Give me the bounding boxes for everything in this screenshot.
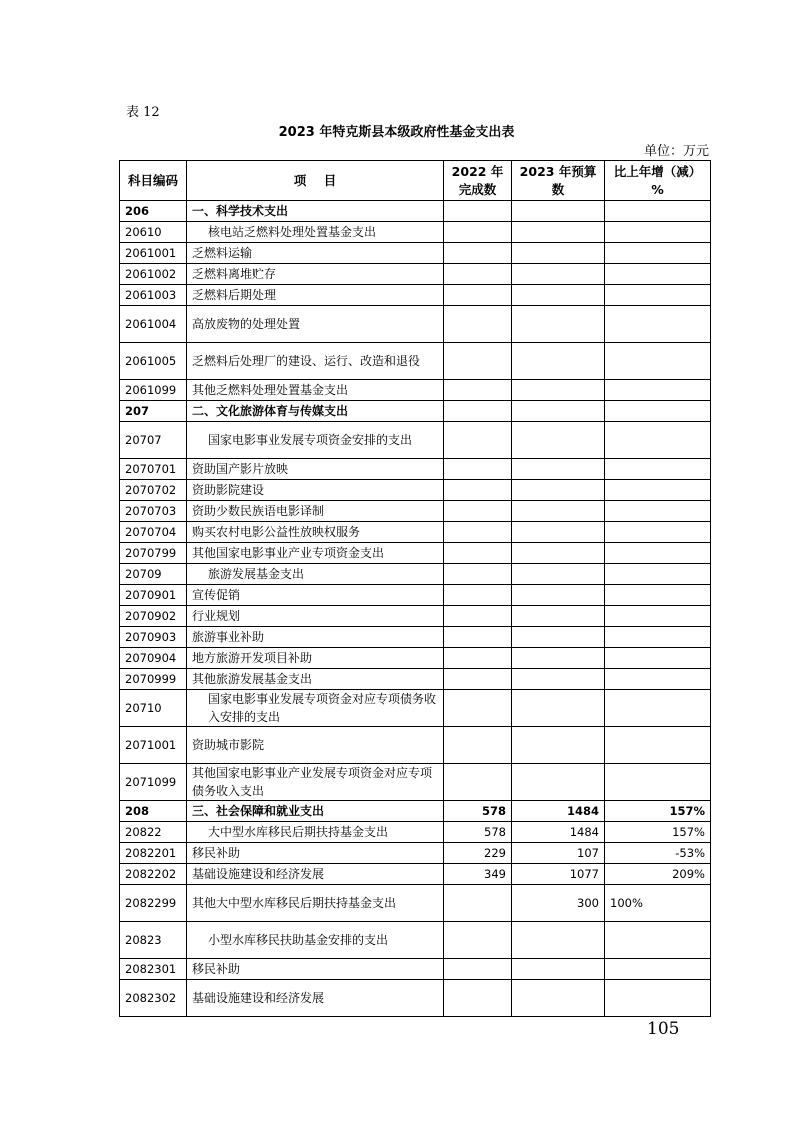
row-item: 乏燃料后期处理 <box>187 285 444 306</box>
row-change-pct <box>605 343 711 380</box>
row-2022-value <box>444 648 512 669</box>
row-2022-value: 349 <box>444 864 512 885</box>
row-item: 小型水库移民扶助基金安排的支出 <box>187 922 444 959</box>
row-2022-value <box>444 264 512 285</box>
row-change-pct <box>605 201 711 222</box>
row-2023-value <box>512 648 605 669</box>
row-change-pct <box>605 285 711 306</box>
row-code: 20822 <box>120 822 187 843</box>
row-2023-value <box>512 459 605 480</box>
row-code: 2070904 <box>120 648 187 669</box>
header-2023-budget: 2023 年预算数 <box>512 161 605 201</box>
row-2023-value <box>512 669 605 690</box>
table-row <box>120 306 711 343</box>
row-item: 国家电影事业发展专项资金对应专项债务收入安排的支出 <box>187 690 444 727</box>
row-2022-value: 578 <box>444 822 512 843</box>
row-change-pct: 157% <box>605 822 711 843</box>
row-code: 2071099 <box>120 764 187 801</box>
row-2022-value <box>444 585 512 606</box>
row-change-pct <box>605 401 711 422</box>
row-2022-value <box>444 222 512 243</box>
row-item: 乏燃料运输 <box>187 243 444 264</box>
table-row <box>120 401 711 422</box>
row-item: 核电站乏燃料处理处置基金支出 <box>187 222 444 243</box>
row-item: 资助影院建设 <box>187 480 444 501</box>
table-row <box>120 627 711 648</box>
table-row <box>120 959 711 980</box>
table-row <box>120 822 711 843</box>
fund-expenditure-table <box>119 160 711 1017</box>
row-2023-value <box>512 264 605 285</box>
table-row <box>120 648 711 669</box>
row-item: 国家电影事业发展专项资金安排的支出 <box>187 422 444 459</box>
row-2022-value <box>444 627 512 648</box>
row-code: 2082202 <box>120 864 187 885</box>
row-2023-value <box>512 606 605 627</box>
row-change-pct <box>605 380 711 401</box>
row-code: 2082201 <box>120 843 187 864</box>
table-row <box>120 501 711 522</box>
table-row <box>120 764 711 801</box>
row-item: 资助少数民族语电影译制 <box>187 501 444 522</box>
row-item: 其他大中型水库移民后期扶持基金支出 <box>187 885 444 922</box>
document-title: 2023 年特克斯县本级政府性基金支出表 <box>278 125 515 140</box>
row-code: 20707 <box>120 422 187 459</box>
row-2022-value <box>444 606 512 627</box>
row-2022-value <box>444 690 512 727</box>
table-row <box>120 922 711 959</box>
row-2022-value <box>444 459 512 480</box>
header-item: 项 目 <box>187 161 444 201</box>
unit-label: 单位：万元 <box>643 144 709 159</box>
row-change-pct <box>605 690 711 727</box>
row-2022-value <box>444 543 512 564</box>
row-2023-value <box>512 201 605 222</box>
row-change-pct <box>605 669 711 690</box>
row-item: 宣传促销 <box>187 585 444 606</box>
table-row <box>120 669 711 690</box>
row-change-pct <box>605 959 711 980</box>
table-row <box>120 201 711 222</box>
row-change-pct <box>605 980 711 1017</box>
row-item: 其他旅游发展基金支出 <box>187 669 444 690</box>
row-item: 基础设施建设和经济发展 <box>187 864 444 885</box>
row-item: 购买农村电影公益性放映权服务 <box>187 522 444 543</box>
row-change-pct <box>605 306 711 343</box>
row-code: 2082302 <box>120 980 187 1017</box>
row-2022-value <box>444 669 512 690</box>
row-2022-value <box>444 922 512 959</box>
row-2023-value <box>512 306 605 343</box>
row-code: 2070903 <box>120 627 187 648</box>
row-change-pct <box>605 459 711 480</box>
table-row <box>120 380 711 401</box>
row-2022-value <box>444 422 512 459</box>
row-item: 旅游事业补助 <box>187 627 444 648</box>
row-2022-value <box>444 306 512 343</box>
row-2023-value <box>512 222 605 243</box>
header-code: 科目编码 <box>120 161 187 201</box>
row-2022-value <box>444 764 512 801</box>
row-change-pct: 157% <box>605 801 711 822</box>
table-row <box>120 343 711 380</box>
row-2023-value <box>512 380 605 401</box>
table-row <box>120 801 711 822</box>
row-item: 移民补助 <box>187 843 444 864</box>
row-2023-value <box>512 959 605 980</box>
row-item: 三、社会保障和就业支出 <box>187 801 444 822</box>
row-2023-value <box>512 764 605 801</box>
header-change-pct: 比上年增（减）% <box>605 161 711 201</box>
table-row <box>120 522 711 543</box>
row-change-pct <box>605 564 711 585</box>
row-code: 2082301 <box>120 959 187 980</box>
row-change-pct <box>605 543 711 564</box>
row-item: 其他国家电影事业产业发展专项资金对应专项债务收入支出 <box>187 764 444 801</box>
row-code: 2061099 <box>120 380 187 401</box>
row-change-pct <box>605 606 711 627</box>
row-2022-value <box>444 522 512 543</box>
row-item: 旅游发展基金支出 <box>187 564 444 585</box>
row-2023-value <box>512 627 605 648</box>
row-2022-value <box>444 959 512 980</box>
row-code: 2061004 <box>120 306 187 343</box>
row-2022-value: 229 <box>444 843 512 864</box>
row-change-pct <box>605 480 711 501</box>
table-row <box>120 727 711 764</box>
table-row <box>120 285 711 306</box>
row-2023-value: 1484 <box>512 801 605 822</box>
row-change-pct <box>605 264 711 285</box>
row-item: 其他国家电影事业产业专项资金支出 <box>187 543 444 564</box>
row-change-pct: 100% <box>605 885 711 922</box>
row-change-pct <box>605 627 711 648</box>
row-item: 资助城市影院 <box>187 727 444 764</box>
row-code: 2071001 <box>120 727 187 764</box>
row-2023-value <box>512 501 605 522</box>
row-2022-value <box>444 501 512 522</box>
row-item: 资助国产影片放映 <box>187 459 444 480</box>
row-code: 207 <box>120 401 187 422</box>
row-code: 2070703 <box>120 501 187 522</box>
table-row <box>120 222 711 243</box>
row-change-pct <box>605 501 711 522</box>
row-2023-value <box>512 922 605 959</box>
row-2023-value <box>512 690 605 727</box>
row-code: 206 <box>120 201 187 222</box>
row-2023-value <box>512 543 605 564</box>
row-change-pct <box>605 727 711 764</box>
row-2022-value: 578 <box>444 801 512 822</box>
row-code: 2070902 <box>120 606 187 627</box>
row-2022-value <box>444 401 512 422</box>
row-item: 乏燃料离堆贮存 <box>187 264 444 285</box>
row-2023-value <box>512 243 605 264</box>
row-code: 2061001 <box>120 243 187 264</box>
row-code: 20610 <box>120 222 187 243</box>
table-row <box>120 459 711 480</box>
row-item: 二、文化旅游体育与传媒支出 <box>187 401 444 422</box>
table-row <box>120 864 711 885</box>
row-change-pct <box>605 585 711 606</box>
row-2022-value <box>444 243 512 264</box>
row-change-pct <box>605 922 711 959</box>
row-item: 行业规划 <box>187 606 444 627</box>
row-code: 20709 <box>120 564 187 585</box>
row-2022-value <box>444 380 512 401</box>
row-2023-value: 1077 <box>512 864 605 885</box>
table-row <box>120 585 711 606</box>
row-2023-value <box>512 480 605 501</box>
row-2023-value <box>512 980 605 1017</box>
row-code: 2061005 <box>120 343 187 380</box>
row-item: 乏燃料后处理厂的建设、运行、改造和退役 <box>187 343 444 380</box>
table-row <box>120 564 711 585</box>
table-row <box>120 264 711 285</box>
row-code: 2082299 <box>120 885 187 922</box>
table-row <box>120 480 711 501</box>
table-row <box>120 690 711 727</box>
row-item: 其他乏燃料处理处置基金支出 <box>187 380 444 401</box>
row-code: 2061003 <box>120 285 187 306</box>
page-number: 105 <box>647 1019 680 1039</box>
row-item: 大中型水库移民后期扶持基金支出 <box>187 822 444 843</box>
table-row <box>120 422 711 459</box>
row-change-pct <box>605 422 711 459</box>
row-2023-value <box>512 585 605 606</box>
row-2023-value <box>512 727 605 764</box>
row-code: 2070999 <box>120 669 187 690</box>
table-row <box>120 243 711 264</box>
table-row <box>120 980 711 1017</box>
row-2023-value: 300 <box>512 885 605 922</box>
row-2022-value <box>444 885 512 922</box>
row-code: 2061002 <box>120 264 187 285</box>
header-2022-completed: 2022 年完成数 <box>444 161 512 201</box>
row-change-pct: 209% <box>605 864 711 885</box>
row-2023-value <box>512 422 605 459</box>
row-change-pct: -53% <box>605 843 711 864</box>
row-item: 地方旅游开发项目补助 <box>187 648 444 669</box>
row-change-pct <box>605 222 711 243</box>
table-row <box>120 843 711 864</box>
row-2022-value <box>444 480 512 501</box>
row-item: 高放废物的处理处置 <box>187 306 444 343</box>
row-code: 208 <box>120 801 187 822</box>
row-2023-value: 107 <box>512 843 605 864</box>
row-change-pct <box>605 764 711 801</box>
table-label: 表 12 <box>126 105 160 120</box>
row-change-pct <box>605 648 711 669</box>
row-code: 2070901 <box>120 585 187 606</box>
row-2022-value <box>444 201 512 222</box>
table-row <box>120 606 711 627</box>
row-2022-value <box>444 285 512 306</box>
row-code: 2070799 <box>120 543 187 564</box>
row-item: 一、科学技术支出 <box>187 201 444 222</box>
row-2023-value: 1484 <box>512 822 605 843</box>
row-item: 基础设施建设和经济发展 <box>187 980 444 1017</box>
row-2022-value <box>444 980 512 1017</box>
row-2023-value <box>512 285 605 306</box>
row-code: 20710 <box>120 690 187 727</box>
row-change-pct <box>605 522 711 543</box>
table-row <box>120 885 711 922</box>
row-item: 移民补助 <box>187 959 444 980</box>
row-code: 20823 <box>120 922 187 959</box>
row-2023-value <box>512 522 605 543</box>
row-2022-value <box>444 727 512 764</box>
row-change-pct <box>605 243 711 264</box>
row-2022-value <box>444 564 512 585</box>
row-code: 2070702 <box>120 480 187 501</box>
row-2023-value <box>512 401 605 422</box>
row-code: 2070701 <box>120 459 187 480</box>
row-2023-value <box>512 343 605 380</box>
row-code: 2070704 <box>120 522 187 543</box>
row-2023-value <box>512 564 605 585</box>
row-2022-value <box>444 343 512 380</box>
table-row <box>120 543 711 564</box>
